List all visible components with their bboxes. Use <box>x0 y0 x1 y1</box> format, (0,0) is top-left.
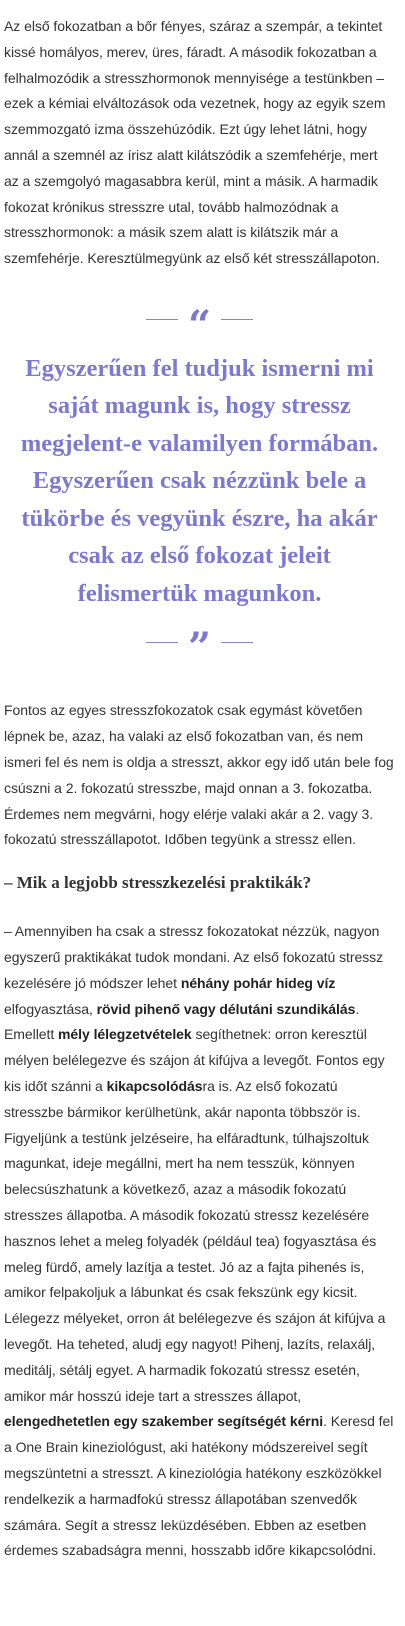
bold-text: rövid pihenő vagy délutáni szundikálás <box>96 1000 356 1017</box>
divider <box>146 319 178 320</box>
text-run: . Keresd fel a One Brain kineziológust, aki hatékony módszereivel segít megszüntetni a stresszt. A kineziológia hatékony eszközökkel rendelkezik a harmadfokú stressz állapotában szenvedők számára. Segít a stressz leküzdésében. Ebben az esetben érdemes szabadságra menni, hosszabb időre kikapcsolódni. <box>4 1413 394 1559</box>
text-run: ra is. Az első fokozatú stresszbe bármikor kerülhetünk, akár naponta többször is. Figyeljünk a testünk jelzéseire, ha elfáradtunk, túlhajszoltuk magunkat, ideje megállni, mert ha nem tesszük, könnyen belecsúszhatunk a következő, azaz a második fokozatú stresszes állapotba. A második fokozatú stressz kezelésére hasznos lehet a meleg folyadék (például tea) fogyasztása és meleg fürdő, amely lazítja a testet. Jó az a fajta pihenés is, amikor felpakoljuk a lábunkat és csak fekszünk egy kicsit. Lélegezz mélyeket, orron át belélegezve és szájon át kifújva a levegőt. Ha teheted, aludj egy nagyot! Pihenj, lazíts, relaxálj, meditálj, sétálj egyet. A harmadik fokozatú stressz esetén, amikor már hosszú ideje tart a stresszes állapot, <box>4 1078 386 1404</box>
paragraph-stress-levels: Az első fokozatban a bőr fényes, száraz a szempár, a tekintet kissé homályos, merev, üres, fáradt. A második fokozatban a felhalmozódik a stresszhormonok mennyisége a testünkben – ezek a kémiai elváltozások oda vezetnek, hogy az egyik szem szemmozgató izma összehúzódik. Ezt úgy lehet látni, hogy annál a szemnél az írisz alatt kilátszódik a szemfehérje, mert az a szemgolyó magasabbra kerül, mint a másik. A harmadik fokozat krónikus stresszre utal, tovább halmozódnak a stresszhormonok: a másik szem alatt is kilátszik már a szemfehérje. Keresztülmegyünk az első két stresszállapoton. <box>4 18 386 267</box>
text-run: elfogyasztása, <box>4 1000 97 1017</box>
paragraph-stress-practices <box>4 919 395 1564</box>
bold-text: elengedhetetlen egy szakember segítségét kérni <box>4 1413 324 1430</box>
text-run: segíthetnek: orron keresztül mélyen belélegezve és szájon át kifújva a levegőt. Fontos egy kis időt szánni a <box>4 1026 385 1095</box>
quote-open <box>4 300 395 349</box>
text-run: . Emellett <box>4 1000 360 1043</box>
open-quote-icon: “ <box>187 301 211 349</box>
pull-quote <box>4 300 395 672</box>
divider <box>221 642 253 643</box>
paragraph-stress-progression: Fontos az egyes stresszfokozatok csak egymást követően lépnek be, azaz, ha valaki az első fokozatban van, és nem ismeri fel és nem is oldja a stresszt, akkor egy idő után bele fog csúszni a 2. fokozatú stresszbe, majd onnan a 3. fokozatba. Érdemes nem megvárni, hogy elérje valaki akár a 2. vagy 3. fokozatú stresszállapotot. Időben tegyünk a stressz ellen. <box>4 702 394 848</box>
close-quote-icon: ” <box>187 624 211 672</box>
quote-close <box>4 622 395 672</box>
section-heading: – Mik a legjobb stresszkezelési praktikák? <box>4 873 312 893</box>
divider <box>146 642 178 643</box>
text-run: – Amennyiben ha csak a stressz fokozatokat nézzük, nagyon egyszerű praktikákat tudok mondani. Az első fokozatú stressz kezelésére jó módszer lehet <box>4 923 384 991</box>
divider <box>221 319 253 320</box>
quote-text: Egyszerűen fel tudjuk ismerni mi saját magunk is, hogy stressz megjelent-e valamilyen formában. Egyszerűen csak nézzünk bele a tükörbe és vegyünk észre, ha akár csak az első fokozat jeleit felismertük magunkon. <box>20 354 379 607</box>
bold-text: mély lélegzetvételek <box>58 1026 192 1043</box>
bold-text: kikapcsolódás <box>106 1078 203 1095</box>
bold-text: néhány pohár hideg víz <box>180 974 336 991</box>
